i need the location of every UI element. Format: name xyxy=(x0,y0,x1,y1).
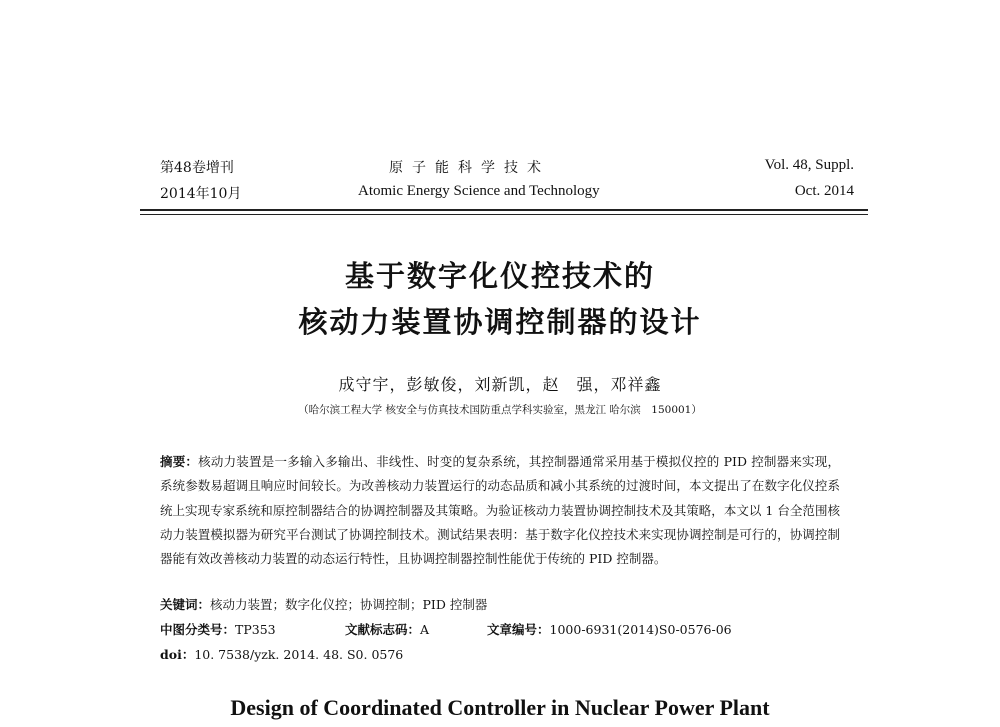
volume-en: Vol. 48, Suppl. xyxy=(764,157,854,173)
date-en: Oct. 2014 xyxy=(794,183,854,199)
doc-code-label: 文献标志码： xyxy=(345,622,421,637)
journal-title-cn: 原子能科学技术 xyxy=(389,160,550,176)
abstract-text: 核动力装置是一多输入多输出、非线性、时变的复杂系统，其控制器通常采用基于模拟仪控的 PID 控制器来实现，系统参数易超调且响应时间较长。为改善核动力装置运行的动态品质和减小其系统的过渡时间，本文提出了在数字化仪控系统上实现专家系统和原控制器结合的协调控制器及其策略。为验证核动力装置协调控制技术及其策略，本文以 1 台全范围核动力装置模拟器为研究平台测试了协调控制技术。测试结果表明：基于数字化仪控技术来实现协调控制是可行的，协调控制器能有效改善核动力装置的动态运行特性，且协调控制器控制性能优于传统的 PID 控制器。 xyxy=(160,454,840,567)
article-title-line2: 核动力装置协调控制器的设计 xyxy=(298,305,702,339)
author-list: 成守宇，彭敏俊，刘新凯，赵 强，邓祥鑫 xyxy=(338,375,662,394)
doi-label: doi： xyxy=(160,647,195,662)
header-rule-thick xyxy=(140,209,868,211)
clc-number xyxy=(160,620,276,638)
doi xyxy=(160,645,403,663)
clc-label: 中图分类号： xyxy=(160,622,236,637)
article-title-line1: 基于数字化仪控技术的 xyxy=(344,259,655,293)
article-number-value: 1000-6931(2014)S0-0576-06 xyxy=(549,622,732,637)
header-rule-thin xyxy=(140,214,868,215)
affiliation: （哈尔滨工程大学 核安全与仿真技术国防重点学科实验室，黑龙江 哈尔滨 150001） xyxy=(298,404,702,416)
keywords xyxy=(160,595,487,613)
abstract xyxy=(160,450,840,571)
english-title: Design of Coordinated Controller in Nuclear Power Plant xyxy=(230,695,770,720)
abstract-label: 摘要： xyxy=(160,454,199,469)
date-cn: 2014年10月 xyxy=(160,186,242,202)
keywords-label: 关键词： xyxy=(160,597,211,612)
journal-title-en: Atomic Energy Science and Technology xyxy=(358,183,600,199)
volume-cn: 第48卷增刊 xyxy=(160,160,234,176)
keywords-text: 核动力装置；数字化仪控；协调控制；PID 控制器 xyxy=(210,597,488,612)
doi-value: 10. 7538/yzk. 2014. 48. S0. 0576 xyxy=(194,647,404,662)
article-number-label: 文章编号： xyxy=(487,622,550,637)
article-number xyxy=(487,620,732,638)
doc-code-value: A xyxy=(420,622,430,637)
clc-value: TP353 xyxy=(235,622,276,637)
document-code xyxy=(345,620,429,638)
